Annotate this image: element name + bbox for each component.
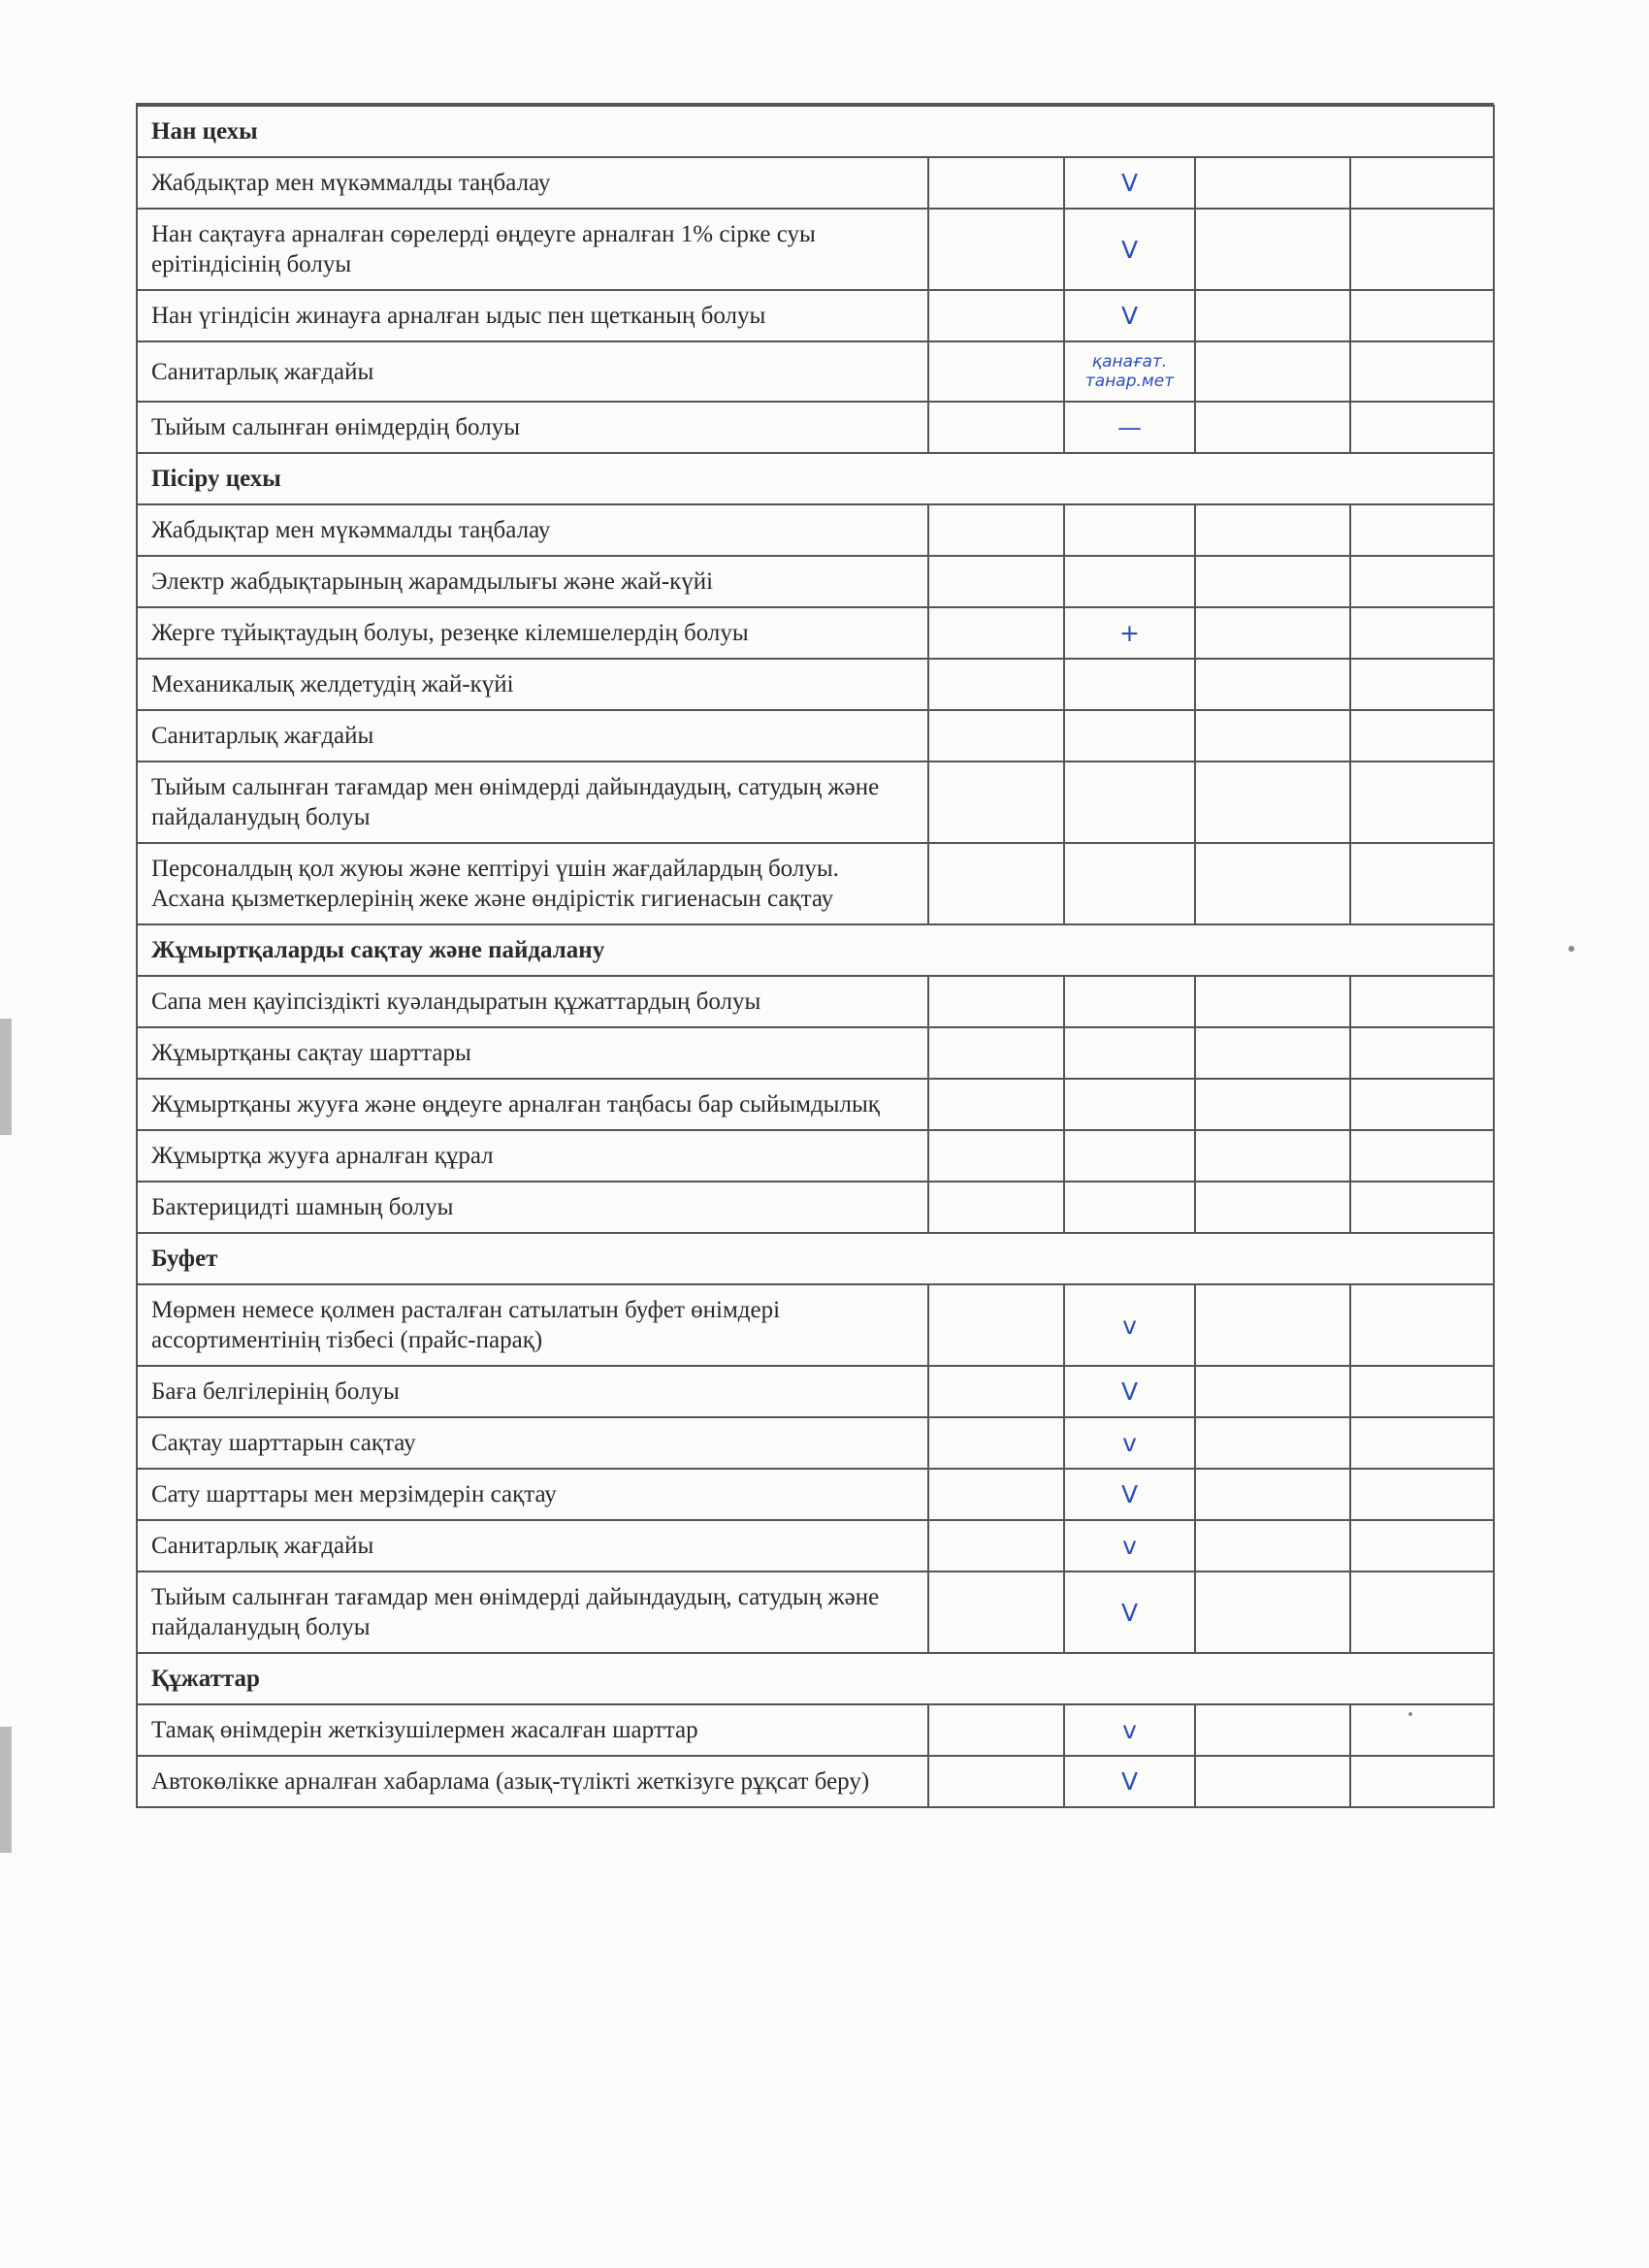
table-row xyxy=(137,290,1494,341)
section-header xyxy=(137,453,1494,504)
row-label: Тыйым салынған өнімдердің болуы xyxy=(137,402,928,453)
row-label: Санитарлық жағдайы xyxy=(137,1520,928,1571)
empty-cell xyxy=(1350,209,1494,290)
empty-cell xyxy=(1195,1130,1350,1182)
empty-cell xyxy=(1350,1704,1494,1756)
section-header xyxy=(137,106,1494,157)
empty-cell xyxy=(1195,290,1350,341)
table-row xyxy=(137,1704,1494,1756)
table-row xyxy=(137,1079,1494,1130)
table-row xyxy=(137,843,1494,924)
empty-cell xyxy=(928,290,1064,341)
empty-cell xyxy=(1195,761,1350,843)
handwritten-mark: v xyxy=(1064,1704,1195,1756)
row-label: Санитарлық жағдайы xyxy=(137,341,928,402)
handwritten-mark: + xyxy=(1064,607,1195,659)
scan-shadow xyxy=(0,1019,12,1135)
handwritten-mark xyxy=(1064,659,1195,710)
section-header xyxy=(137,1653,1494,1704)
handwritten-mark xyxy=(1064,556,1195,607)
section-header xyxy=(137,1233,1494,1284)
table-row xyxy=(137,761,1494,843)
table-row xyxy=(137,976,1494,1027)
row-label: Механикалық желдетудің жай-күйі xyxy=(137,659,928,710)
row-label: Сапа мен қауіпсіздікті куәландыратын құжаттардың болуы xyxy=(137,976,928,1027)
empty-cell xyxy=(928,1571,1064,1653)
handwritten-mark: V xyxy=(1064,290,1195,341)
handwritten-mark xyxy=(1064,843,1195,924)
empty-cell xyxy=(1195,209,1350,290)
empty-cell xyxy=(1195,504,1350,556)
empty-cell xyxy=(928,761,1064,843)
empty-cell xyxy=(928,607,1064,659)
row-label: Сату шарттары мен мерзімдерін сақтау xyxy=(137,1469,928,1520)
checklist-table-container xyxy=(136,103,1494,1808)
row-label: Тамақ өнімдерін жеткізушілермен жасалған шарттар xyxy=(137,1704,928,1756)
table-row xyxy=(137,341,1494,402)
empty-cell xyxy=(1195,1571,1350,1653)
table-row xyxy=(137,1571,1494,1653)
row-label: Мөрмен немесе қолмен расталған сатылатын буфет өнімдері ассортиментінің тізбесі (прайс-парақ) xyxy=(137,1284,928,1366)
handwritten-mark xyxy=(1064,1027,1195,1079)
empty-cell xyxy=(1350,1079,1494,1130)
empty-cell xyxy=(928,710,1064,761)
empty-cell xyxy=(1350,341,1494,402)
empty-cell xyxy=(928,1756,1064,1807)
table-row xyxy=(137,710,1494,761)
handwritten-mark xyxy=(1064,1130,1195,1182)
row-label: Санитарлық жағдайы xyxy=(137,710,928,761)
empty-cell xyxy=(1195,157,1350,209)
empty-cell xyxy=(1350,504,1494,556)
empty-cell xyxy=(1350,976,1494,1027)
empty-cell xyxy=(1195,402,1350,453)
empty-cell xyxy=(1350,607,1494,659)
empty-cell xyxy=(928,659,1064,710)
empty-cell xyxy=(928,1520,1064,1571)
handwritten-mark: — xyxy=(1064,402,1195,453)
handwritten-mark xyxy=(1064,976,1195,1027)
empty-cell xyxy=(1350,1417,1494,1469)
empty-cell xyxy=(1195,976,1350,1027)
empty-cell xyxy=(1195,1704,1350,1756)
row-label: Нан сақтауға арналған сөрелерді өңдеуге арналған 1% сірке суы ерітіндісінің болуы xyxy=(137,209,928,290)
empty-cell xyxy=(928,157,1064,209)
empty-cell xyxy=(1350,1284,1494,1366)
table-row xyxy=(137,209,1494,290)
empty-cell xyxy=(928,1284,1064,1366)
empty-cell xyxy=(1350,1756,1494,1807)
empty-cell xyxy=(928,209,1064,290)
table-row xyxy=(137,1284,1494,1366)
empty-cell xyxy=(928,1027,1064,1079)
handwritten-mark: v xyxy=(1064,1284,1195,1366)
empty-cell xyxy=(1195,1469,1350,1520)
row-label: Жұмыртқа жууға арналған құрал xyxy=(137,1130,928,1182)
table-row xyxy=(137,402,1494,453)
handwritten-mark: V xyxy=(1064,1571,1195,1653)
empty-cell xyxy=(1195,1756,1350,1807)
empty-cell xyxy=(928,1704,1064,1756)
empty-cell xyxy=(1350,710,1494,761)
table-row xyxy=(137,659,1494,710)
row-label: Жұмыртқаны сақтау шарттары xyxy=(137,1027,928,1079)
empty-cell xyxy=(928,1079,1064,1130)
empty-cell xyxy=(928,1130,1064,1182)
empty-cell xyxy=(928,402,1064,453)
handwritten-mark: V xyxy=(1064,1756,1195,1807)
empty-cell xyxy=(928,504,1064,556)
empty-cell xyxy=(1350,402,1494,453)
empty-cell xyxy=(928,976,1064,1027)
checklist-table xyxy=(136,105,1495,1808)
section-title: Құжаттар xyxy=(137,1653,1494,1704)
empty-cell xyxy=(1195,710,1350,761)
row-label: Жабдықтар мен мүкәммалды таңбалау xyxy=(137,504,928,556)
scan-speck xyxy=(1568,946,1574,952)
empty-cell xyxy=(1350,1130,1494,1182)
empty-cell xyxy=(928,1182,1064,1233)
section-title: Пісіру цехы xyxy=(137,453,1494,504)
empty-cell xyxy=(1350,1182,1494,1233)
empty-cell xyxy=(928,341,1064,402)
handwritten-mark xyxy=(1064,504,1195,556)
row-label: Нан үгіндісін жинауға арналған ыдыс пен щетканың болуы xyxy=(137,290,928,341)
empty-cell xyxy=(928,1469,1064,1520)
empty-cell xyxy=(1350,761,1494,843)
handwritten-mark: V xyxy=(1064,1469,1195,1520)
empty-cell xyxy=(1195,843,1350,924)
empty-cell xyxy=(1350,290,1494,341)
table-row xyxy=(137,1417,1494,1469)
table-row xyxy=(137,1469,1494,1520)
handwritten-mark: V xyxy=(1064,209,1195,290)
empty-cell xyxy=(1195,556,1350,607)
table-row xyxy=(137,556,1494,607)
empty-cell xyxy=(928,843,1064,924)
handwritten-mark: қанағат. танар.мет xyxy=(1064,341,1195,402)
handwritten-mark xyxy=(1064,710,1195,761)
row-label: Электр жабдықтарының жарамдылығы және жай-күйі xyxy=(137,556,928,607)
empty-cell xyxy=(1195,1366,1350,1417)
empty-cell xyxy=(1195,1417,1350,1469)
empty-cell xyxy=(1195,1284,1350,1366)
table-row xyxy=(137,1182,1494,1233)
empty-cell xyxy=(1350,1469,1494,1520)
table-row xyxy=(137,1366,1494,1417)
section-header xyxy=(137,924,1494,976)
table-row xyxy=(137,1027,1494,1079)
empty-cell xyxy=(1350,1520,1494,1571)
empty-cell xyxy=(1195,341,1350,402)
row-label: Сақтау шарттарын сақтау xyxy=(137,1417,928,1469)
row-label: Автокөлікке арналған хабарлама (азық-түлікті жеткізуге рұқсат беру) xyxy=(137,1756,928,1807)
row-label: Бактерицидті шамның болуы xyxy=(137,1182,928,1233)
empty-cell xyxy=(1195,607,1350,659)
empty-cell xyxy=(1195,659,1350,710)
empty-cell xyxy=(1350,1027,1494,1079)
empty-cell xyxy=(928,1417,1064,1469)
handwritten-mark xyxy=(1064,1182,1195,1233)
handwritten-mark: V xyxy=(1064,157,1195,209)
empty-cell xyxy=(1195,1027,1350,1079)
section-title: Буфет xyxy=(137,1233,1494,1284)
handwritten-mark: v xyxy=(1064,1417,1195,1469)
empty-cell xyxy=(1350,843,1494,924)
table-row xyxy=(137,504,1494,556)
empty-cell xyxy=(928,1366,1064,1417)
empty-cell xyxy=(1350,157,1494,209)
table-row xyxy=(137,1520,1494,1571)
empty-cell xyxy=(1350,1571,1494,1653)
row-label: Тыйым салынған тағамдар мен өнімдерді дайындаудың, сатудың және пайдаланудың болуы xyxy=(137,1571,928,1653)
row-label: Жерге тұйықтаудың болуы, резеңке кілемшелердің болуы xyxy=(137,607,928,659)
empty-cell xyxy=(1350,1366,1494,1417)
empty-cell xyxy=(1350,659,1494,710)
row-label: Персоналдың қол жуюы және кептіруі үшін жағдайлардың болуы. Асхана қызметкерлерінің жеке және өндірістік гигиенасын сақтау xyxy=(137,843,928,924)
handwritten-mark xyxy=(1064,761,1195,843)
empty-cell xyxy=(1195,1520,1350,1571)
row-label: Жабдықтар мен мүкәммалды таңбалау xyxy=(137,157,928,209)
table-row xyxy=(137,1130,1494,1182)
row-label: Баға белгілерінің болуы xyxy=(137,1366,928,1417)
table-row xyxy=(137,607,1494,659)
section-title: Нан цехы xyxy=(137,106,1494,157)
handwritten-mark xyxy=(1064,1079,1195,1130)
row-label: Тыйым салынған тағамдар мен өнімдерді дайындаудың, сатудың және пайдаланудың болуы xyxy=(137,761,928,843)
handwritten-mark: V xyxy=(1064,1366,1195,1417)
table-row xyxy=(137,1756,1494,1807)
empty-cell xyxy=(1195,1079,1350,1130)
empty-cell xyxy=(1195,1182,1350,1233)
empty-cell xyxy=(1350,556,1494,607)
scan-shadow xyxy=(0,1727,12,1853)
table-row xyxy=(137,157,1494,209)
handwritten-mark: v xyxy=(1064,1520,1195,1571)
empty-cell xyxy=(928,556,1064,607)
section-title: Жұмыртқаларды сақтау және пайдалану xyxy=(137,924,1494,976)
row-label: Жұмыртқаны жууға және өңдеуге арналған таңбасы бар сыйымдылық xyxy=(137,1079,928,1130)
